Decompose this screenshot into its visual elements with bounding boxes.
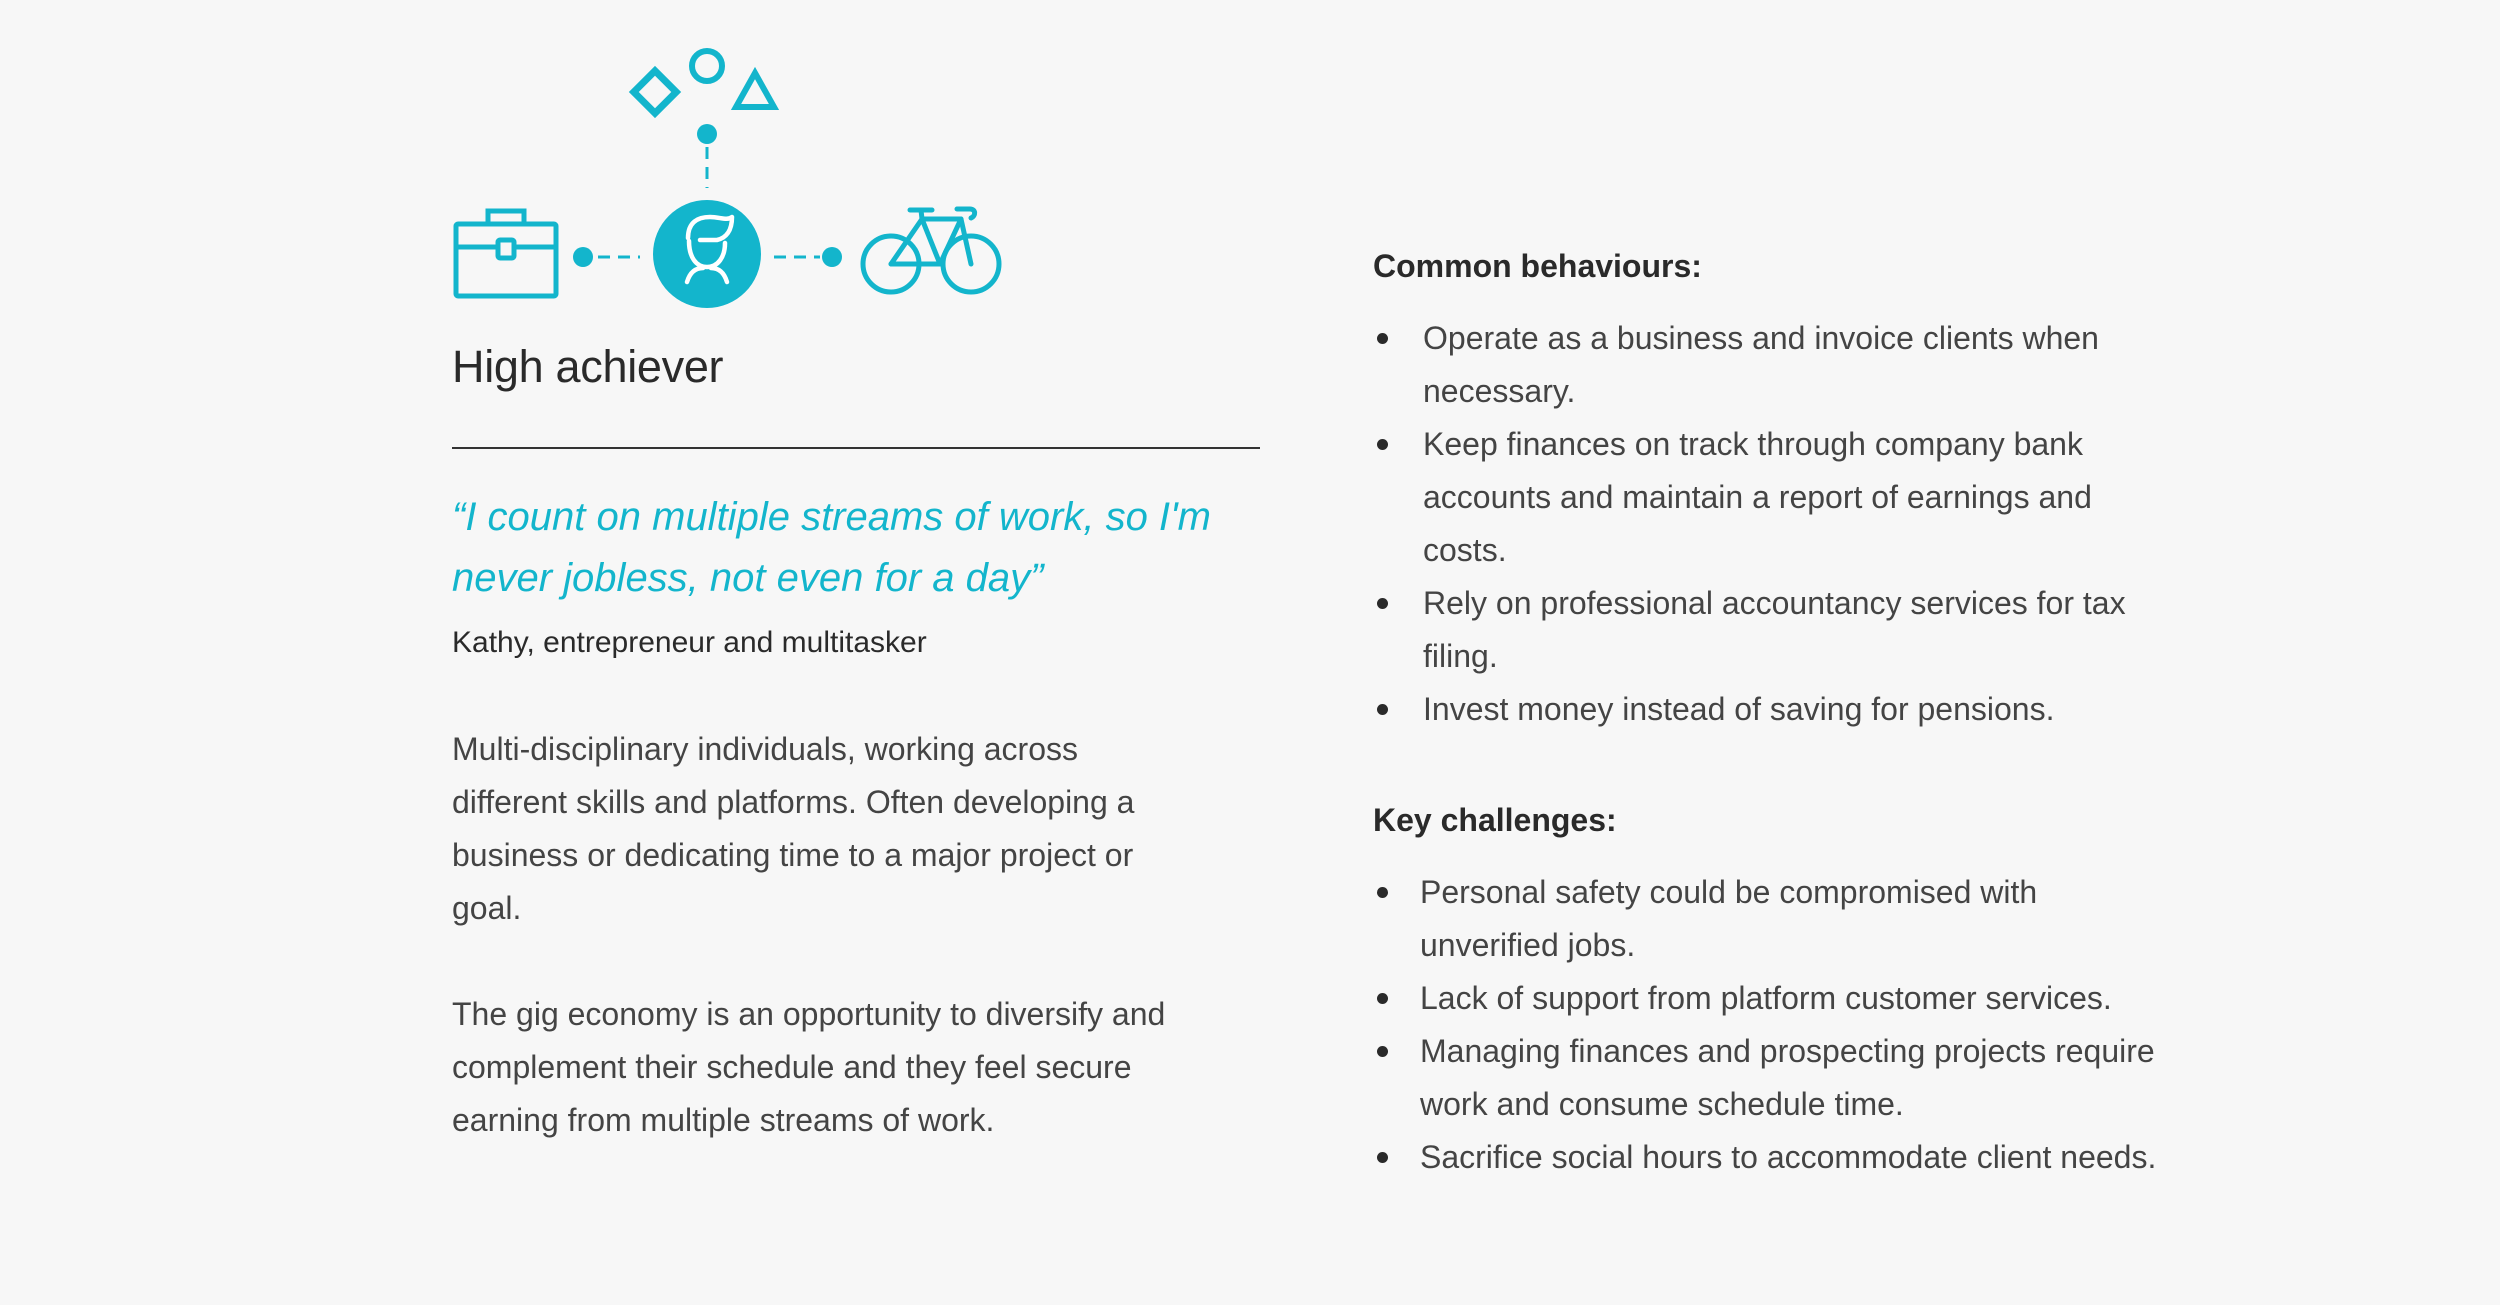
behaviours-heading: Common behaviours: [1373,248,1702,284]
persona-details [452,335,1262,1147]
persona-lists [1373,242,2173,1184]
list-item [1373,312,2173,418]
bullet-icon [1377,1046,1388,1057]
bullet-icon [1377,333,1388,344]
list-item-text: Personal safety could be compromised with unverified jobs. [1420,874,2038,963]
behaviours-list [1373,312,2173,736]
list-item [1373,418,2173,577]
connector-right [774,247,842,267]
persona-quote: “I count on multiple streams of work, so I'm never jobless, not even for a day” [452,495,1212,600]
bullet-icon [1377,704,1388,715]
connector-top [697,124,717,188]
challenges-list [1373,866,2173,1184]
list-item [1373,866,2173,972]
list-item-text: Rely on professional accountancy services for tax filing. [1423,585,2126,674]
description-paragraph: The gig economy is an opportunity to diversify and complement their schedule and they feel secure earning from multiple streams of work. [452,996,1166,1138]
description-paragraph: Multi-disciplinary individuals, working across different skills and platforms. Often developing a business or dedicating time to a major project or goal. [452,731,1135,926]
list-item-text: Invest money instead of saving for pensions. [1423,691,2055,727]
list-item [1373,1025,2173,1131]
quote-author: Kathy, entrepreneur and multitasker [452,626,927,659]
connector-left [573,247,640,267]
challenges-heading: Key challenges: [1373,802,1617,838]
person-avatar-icon [653,200,761,308]
divider [452,447,1260,449]
list-item [1373,683,2173,736]
persona-illustration [440,35,1020,315]
list-item [1373,1131,2173,1184]
list-item-text: Operate as a business and invoice clients when necessary. [1423,320,2099,409]
persona-title: High achiever [452,341,724,392]
list-item-text: Managing finances and prospecting projects require work and consume schedule time. [1420,1033,2155,1122]
bicycle-icon [863,209,999,292]
list-item-text: Sacrifice social hours to accommodate client needs. [1420,1139,2157,1175]
bullet-icon [1377,598,1388,609]
bullet-icon [1377,439,1388,450]
list-item [1373,972,2173,1025]
bullet-icon [1377,1152,1388,1163]
briefcase-icon [456,211,556,296]
bullet-icon [1377,887,1388,898]
circle-icon [692,51,722,81]
bullet-icon [1377,993,1388,1004]
list-item-text: Keep finances on track through company bank accounts and maintain a report of earnings and costs. [1423,426,2092,568]
triangle-icon [736,73,774,107]
diamond-icon [634,71,676,113]
list-item [1373,577,2173,683]
list-item-text: Lack of support from platform customer services. [1420,980,2112,1016]
